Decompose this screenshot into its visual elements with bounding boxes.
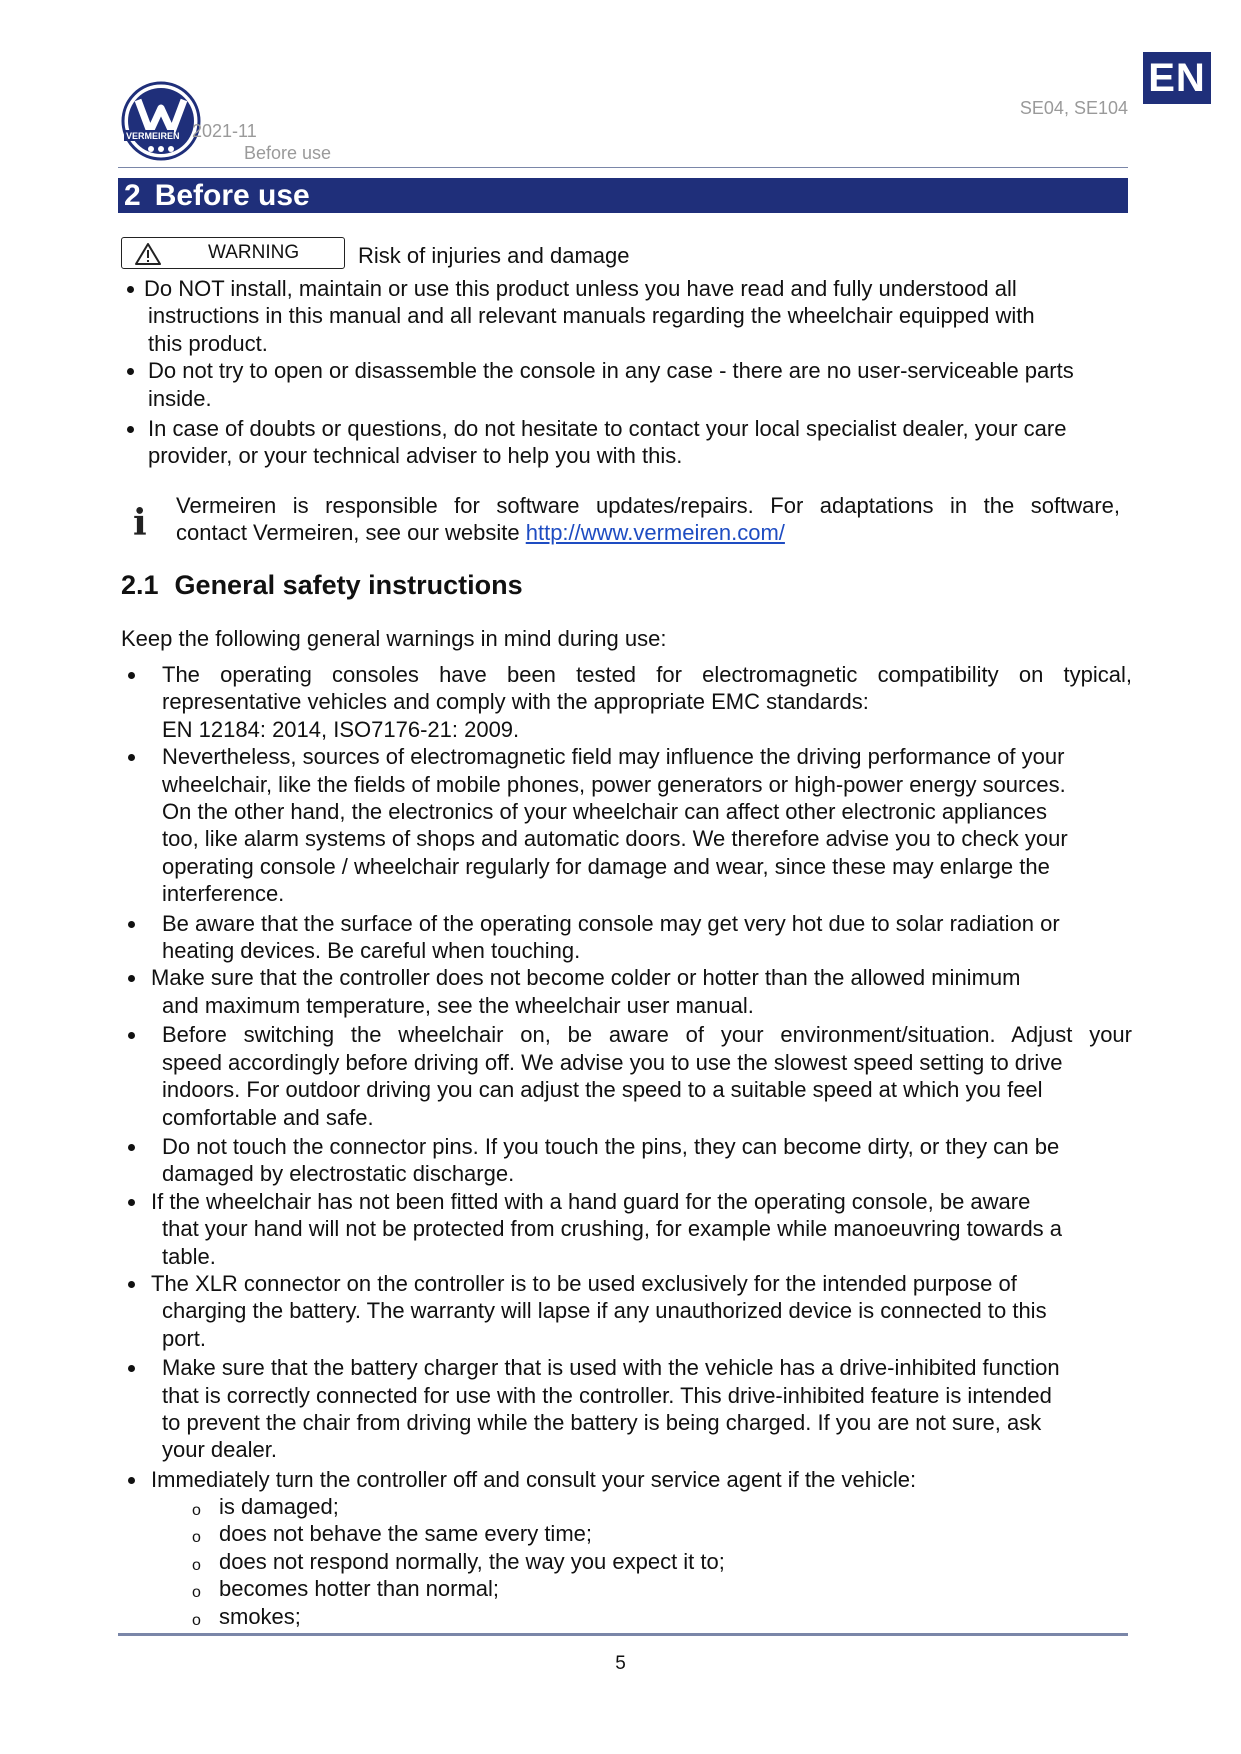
list-item: Before switching the wheelchair on, be aware of your environment/situation. Adjust your speed accordingly before driving off. We advise you to use the slowest speed setting to drive indoors. For outdoor driving you can adjust the speed to a suitable speed at which you feel comfortable and safe. xyxy=(162,1021,1132,1131)
page-number: 5 xyxy=(615,1653,626,1674)
vehicle-condition-list xyxy=(192,1493,725,1630)
svg-text:VERMEIREN: VERMEIREN xyxy=(126,131,180,141)
chapter-heading xyxy=(118,178,1128,213)
sub-list-item: o does not behave the same every time; xyxy=(192,1521,592,1547)
list-item: Nevertheless, sources of electromagnetic field may influence the driving performance of your wheelchair, like the fields of mobile phones, power generators or high-power energy sources. On the other hand, the electronics of your wheelchair can affect other electronic appliances too, like alarm systems of shops and automatic doors. We therefore advise you to check your operating console / wheelchair regularly for damage and wear, since these may enlarge the interference. xyxy=(162,743,1132,907)
section-number: 2.1 xyxy=(121,570,159,600)
warning-item: In case of doubts or questions, do not hesitate to contact your local specialist dealer, your care provider, or your technical adviser to help you with this. xyxy=(148,415,1074,470)
header-section: Before use xyxy=(244,143,332,163)
list-item: Make sure that the battery charger that is used with the vehicle has a drive-inhibited function that is correctly connected for use with the controller. This drive-inhibited feature is intended to prevent the chair from driving while the battery is being charged. If you are not sure, ask your dealer. xyxy=(162,1354,1132,1464)
warning-triangle-icon xyxy=(134,242,162,266)
chapter-number: 2 xyxy=(124,179,141,212)
info-note: Vermeiren is responsible for software updates/repairs. For adaptations in the software, contact Vermeiren, see our website http://www.vermeiren.com/ xyxy=(176,493,1120,546)
warning-label-box xyxy=(121,237,345,269)
chapter-title: Before use xyxy=(154,179,310,212)
header-divider xyxy=(118,167,1128,168)
header-model: SE04, SE104 xyxy=(1019,98,1128,118)
info-icon: i xyxy=(133,502,147,544)
list-item: The XLR connector on the controller is to be used exclusively for the intended purpose of charging the battery. The warranty will lapse if any unauthorized device is connected to this port. xyxy=(162,1270,1132,1352)
safety-list xyxy=(151,661,1132,1493)
footer-divider xyxy=(118,1633,1128,1636)
sub-list-item: o is damaged; xyxy=(192,1494,339,1519)
section-intro: Keep the following general warnings in mind during use: xyxy=(121,626,667,651)
list-item: Be aware that the surface of the operating console may get very hot due to solar radiation or heating devices. Be careful when touching. xyxy=(162,910,1132,965)
warning-item: Do NOT install, maintain or use this product unless you have read and fully understood all instructions in this manual and all relevant manuals regarding the wheelchair equipped with this product. xyxy=(148,275,1074,357)
list-item: Do not touch the connector pins. If you touch the pins, they can become dirty, or they can be damaged by electrostatic discharge. xyxy=(162,1133,1132,1188)
list-item: Immediately turn the controller off and consult your service agent if the vehicle: xyxy=(162,1466,1132,1493)
language-badge[interactable]: EN xyxy=(1143,52,1211,104)
section-title: General safety instructions xyxy=(174,570,523,600)
sub-list-item: o does not respond normally, the way you expect it to; xyxy=(192,1548,725,1574)
list-item: Make sure that the controller does not become colder or hotter than the allowed minimum and maximum temperature, see the wheelchair user manual. xyxy=(162,964,1132,1019)
sub-list-item: o becomes hotter than normal; xyxy=(192,1576,500,1602)
sub-list-item: o smokes; xyxy=(192,1603,301,1629)
warning-list xyxy=(144,275,1074,470)
list-item: If the wheelchair has not been fitted with a hand guard for the operating console, be aware that your hand will not be protected from crushing, for example while manoeuvring towards a table. xyxy=(162,1188,1132,1270)
header-date: 2021-11 xyxy=(192,121,257,141)
warning-text: Risk of injuries and damage xyxy=(358,243,630,268)
vermeiren-logo xyxy=(120,80,202,162)
vermeiren-website-link[interactable]: http://www.vermeiren.com/ xyxy=(525,520,785,546)
warning-label: WARNING xyxy=(208,242,300,263)
section-heading xyxy=(121,570,539,601)
warning-item: Do not try to open or disassemble the console in any case - there are no user-serviceable parts inside. xyxy=(148,357,1074,412)
list-item: The operating consoles have been tested for electromagnetic compatibility on typical, representative vehicles and comply with the appropriate EMC standards: EN 12184: 2014, ISO7176-21: 2009. xyxy=(162,661,1132,743)
